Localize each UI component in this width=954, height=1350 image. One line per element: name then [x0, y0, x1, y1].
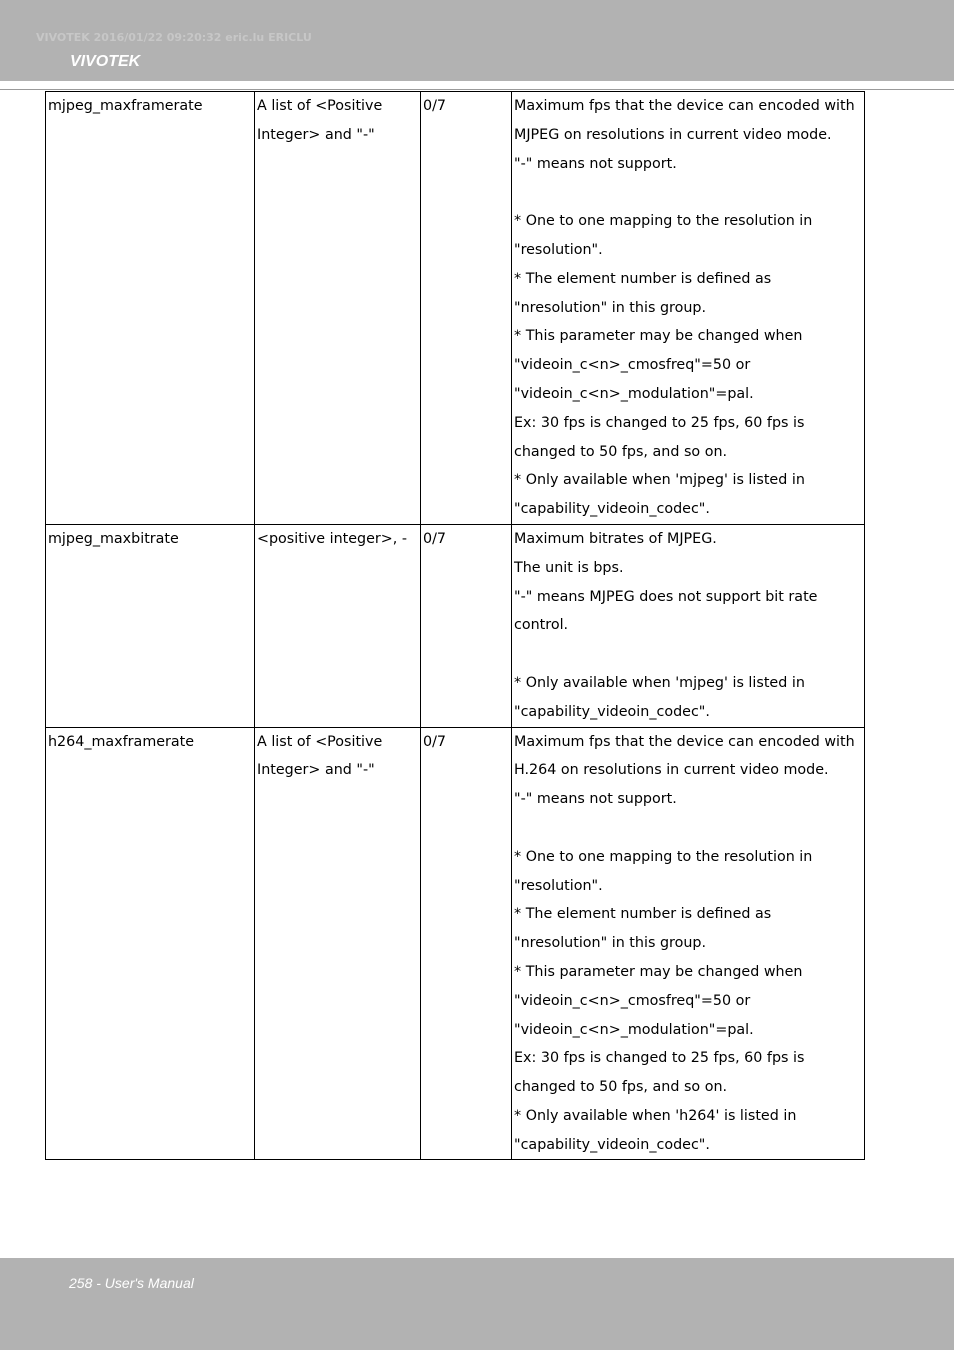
- description-line: "nresolution" in this group.: [514, 935, 707, 952]
- description-line: "-" means not support.: [514, 791, 677, 808]
- page-header: [0, 0, 954, 81]
- table-row: [46, 92, 865, 525]
- param-name-cell: h264_maxframerate: [46, 727, 255, 1160]
- description-line: "capability_videoin_codec".: [514, 703, 710, 720]
- description-line: [514, 640, 862, 669]
- description-line: "resolution".: [514, 241, 603, 258]
- watermark-text: VIVOTEK 2016/01/22 09:20:32 eric.lu ERICLU: [36, 31, 312, 44]
- description-line: "videoin_c<n>_modulation"=pal.: [514, 1021, 754, 1038]
- description-line: * This parameter may be changed when: [514, 328, 803, 345]
- description-line: "-" means not support.: [514, 155, 677, 172]
- description-line: The unit is bps.: [514, 559, 624, 576]
- description-line: Maximum fps that the device can encoded with: [514, 733, 855, 750]
- table-row: [46, 727, 865, 1160]
- table-row: [46, 524, 865, 727]
- header-divider: [0, 89, 954, 90]
- param-name-cell: mjpeg_maxbitrate: [46, 524, 255, 727]
- param-description-cell: [512, 524, 865, 727]
- param-value-cell: <positive integer>, -: [255, 524, 421, 727]
- description-line: changed to 50 fps, and so on.: [514, 1079, 728, 1096]
- page-number-label: 258 - User's Manual: [69, 1275, 194, 1291]
- description-line: "nresolution" in this group.: [514, 299, 707, 316]
- description-line: * This parameter may be changed when: [514, 963, 803, 980]
- description-line: Maximum bitrates of MJPEG.: [514, 530, 717, 547]
- param-security-cell: 0/7: [421, 92, 512, 525]
- description-line: * One to one mapping to the resolution in: [514, 848, 813, 865]
- description-line: * Only available when 'mjpeg' is listed in: [514, 472, 805, 489]
- description-line: * The element number is defined as: [514, 270, 772, 287]
- description-line: [514, 178, 862, 207]
- description-line: "capability_videoin_codec".: [514, 501, 710, 518]
- description-line: [514, 814, 862, 843]
- description-line: H.264 on resolutions in current video mode.: [514, 762, 829, 779]
- description-line: * One to one mapping to the resolution in: [514, 213, 813, 230]
- parameter-table: [45, 91, 865, 1160]
- param-description-cell: [512, 92, 865, 525]
- description-line: * Only available when 'mjpeg' is listed in: [514, 674, 805, 691]
- description-line: Ex: 30 fps is changed to 25 fps, 60 fps is: [514, 414, 805, 431]
- param-description-cell: [512, 727, 865, 1160]
- description-line: changed to 50 fps, and so on.: [514, 443, 728, 460]
- param-security-cell: 0/7: [421, 524, 512, 727]
- description-line: Maximum fps that the device can encoded with: [514, 98, 855, 114]
- page-footer: [0, 1258, 954, 1350]
- description-line: "videoin_c<n>_modulation"=pal.: [514, 385, 754, 402]
- description-line: "capability_videoin_codec".: [514, 1136, 710, 1153]
- description-line: "videoin_c<n>_cmosfreq"=50 or: [514, 992, 751, 1009]
- brand-logo-text: VIVOTEK: [70, 53, 141, 70]
- description-line: Ex: 30 fps is changed to 25 fps, 60 fps is: [514, 1050, 805, 1067]
- description-line: * Only available when 'h264' is listed in: [514, 1107, 797, 1124]
- description-line: control.: [514, 617, 569, 634]
- description-line: "resolution".: [514, 877, 603, 894]
- param-value-cell: A list of <Positive Integer> and "-": [255, 727, 421, 1160]
- param-name-cell: mjpeg_maxframerate: [46, 92, 255, 525]
- description-line: MJPEG on resolutions in current video mode.: [514, 126, 832, 143]
- description-line: * The element number is defined as: [514, 906, 772, 923]
- param-security-cell: 0/7: [421, 727, 512, 1160]
- param-value-cell: A list of <Positive Integer> and "-": [255, 92, 421, 525]
- description-line: "-" means MJPEG does not support bit rate: [514, 588, 818, 605]
- description-line: "videoin_c<n>_cmosfreq"=50 or: [514, 357, 751, 374]
